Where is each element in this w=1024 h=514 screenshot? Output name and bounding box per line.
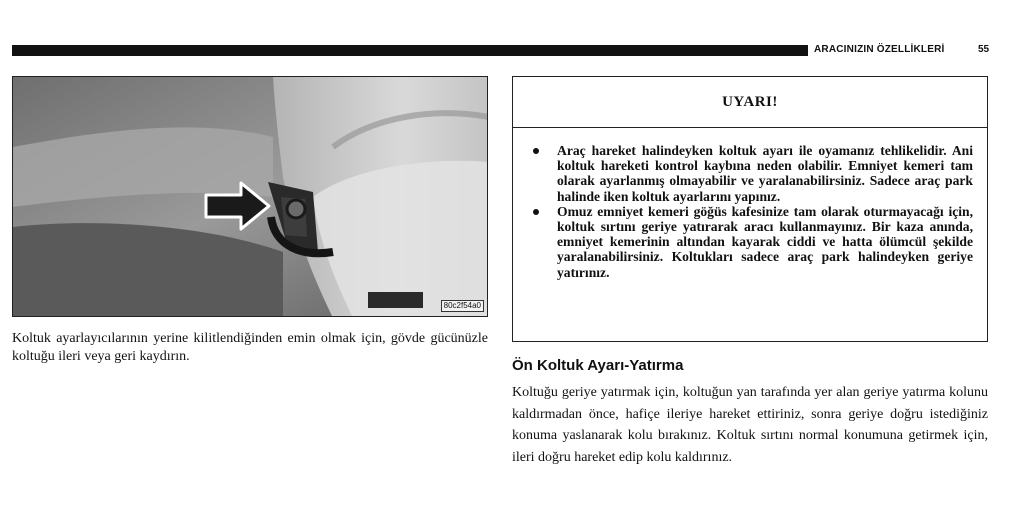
warning-title: UYARI!: [513, 77, 987, 128]
warning-item-text: Omuz emniyet kemeri göğüs kafesinize tam olarak oturmayacağı için, koltuk sırtını geriye yatırarak aracı kullanmayınız. Bir kaza anında, emniyet kemerinin altından kayarak ciddi ve hatta ölümcül şekilde yaralanabilirsiniz. Koltukları sadece araç park halindeyken geriye yatırınız.: [557, 203, 973, 280]
warning-item-text: Araç hareket halindeyken koltuk ayarı ile oyamanız tehlikelidir. Ani koltuk hareketi kontrol kaybına neden olabilir. Emniyet kemeri tam olarak ayarlanmış olmayabilir ve yaralanabilirsiniz. Sadece araç park halinde iken koltuk ayarlarını yapınız.: [557, 143, 973, 204]
warning-list: [525, 143, 973, 280]
warning-item: [525, 143, 973, 204]
header-rule: [12, 45, 808, 56]
bullet-icon: [533, 209, 539, 215]
section-heading: Ön Koltuk Ayarı-Yatırma: [512, 357, 684, 374]
header-section-title: ARACINIZIN ÖZELLİKLERİ: [814, 44, 945, 55]
seat-photo-illustration: [13, 77, 488, 317]
bullet-icon: [533, 148, 539, 154]
figure-code: 80c2f54a0: [441, 300, 484, 312]
seat-recliner-photo: [12, 76, 488, 317]
figure-caption: Koltuk ayarlayıcılarının yerine kilitlendiğinden emin olmak için, gövde gücünüzle koltuğu ileri veya geri kaydırın.: [12, 331, 488, 364]
page-number: 55: [978, 44, 990, 55]
warning-item: [525, 204, 973, 280]
warning-box: [512, 76, 988, 342]
section-body: Koltuğu geriye yatırmak için, koltuğun yan tarafında yer alan geriye yatırma kolunu kaldırmadan önce, hafiçe ileriye hareket ettiriniz, sonra geriye doğru istediğiniz konuma yaslanarak kolu bırakınız. Koltuk sırtını normal konumuna getirmek için, ileri doğru hareket edip kolu kaldırınız.: [512, 385, 988, 465]
